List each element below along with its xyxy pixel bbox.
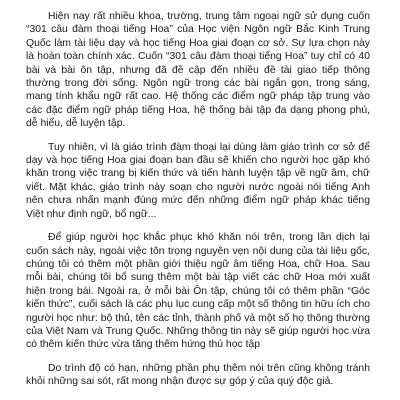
intro-paragraph-2: Tuy nhiên, vì là giáo trình đàm thoại lại dùng làm giáo trình cơ sở để dạy và học tiếng Hoa giai đoạn ban đầu sẽ khiến cho người học gặp khó khăn trong việc trang bị kiến thức và tiến hành luyện tập về ngữ âm, chữ viết. Mặt khác, giáo trình này soạn cho người nước ngoài nói tiếng Anh nên chưa nhấn mạnh đúng mức đến những điểm ngữ pháp khác tiếng Việt như định ngữ, bổ ngữ...: [26, 141, 370, 220]
intro-paragraph-3: Để giúp người học khắc phục khó khăn nói trên, trong lần dịch lại cuốn sách này, ngoài việc tôn trọng nguyên vẹn nội dung của tài liệu gốc, chúng tôi có thêm một phần giới thiệu ngữ âm tiếng Hoa, chữ Hoa. Sau mỗi bài, chúng tôi bổ sung thêm một bài tập viết các chữ Hoa mới xuất hiện trong bài. Ngoài ra, ở mỗi bài Ôn tập, chúng tôi có thêm phần “Góc kiến thức”, cuối sách là các phụ lục cung cấp một số thông tin hữu ích cho người học như: bộ thủ, tên các tỉnh, thành phố và một số họ thông thường của Việt Nam và Trung Quốc. Những thông tin này sẽ giúp người học vừa có thêm kiến thức vừa tăng thêm hứng thú học tập: [26, 232, 370, 351]
intro-paragraph-1: Hiện nay rất nhiều khoa, trường, trung tâm ngoại ngữ sử dụng cuốn “301 câu đàm thoại tiếng Hoa” của Học viện Ngôn ngữ Bắc Kinh Trung Quốc làm tài liệu dạy và học tiếng Hoa giai đoạn cơ sở. Sự lựa chọn này là hoàn toàn chính xác. Cuốn “301 câu đàm thoại tiếng Hoa” tuy chỉ có 40 bài và bài ôn tập, nhưng đã đề cập đến nhiều đề tài giao tiếp thông thường trong đời sống. Ngôn ngữ trong các bài ngắn gọn, trong sáng, mang tính khẩu ngữ rất cao. Hệ thống các điểm ngữ pháp tập trung vào các đặc điểm ngữ pháp tiếng Hoa, hệ thống bài tập đa dạng phong phú, dễ hiểu, dễ luyện tập.: [26, 11, 370, 130]
intro-paragraph-4: Do trình độ có hạn, những phần phụ thêm nói trên cũng không tránh khỏi những sai sót, rất mong nhận được sự góp ý của quý độc giả.: [26, 362, 370, 388]
